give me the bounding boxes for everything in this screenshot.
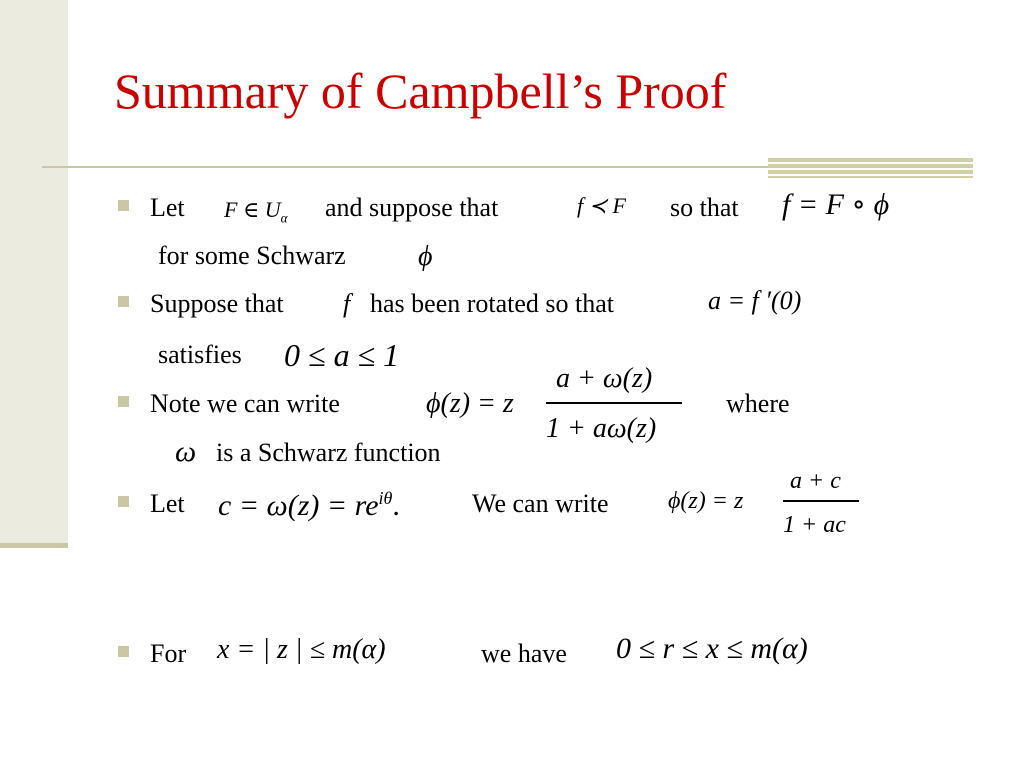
text-let: Let — [150, 193, 185, 222]
text-note: Note we can write — [150, 389, 340, 418]
sidebar-edge — [0, 543, 68, 548]
math-phi-lhs-2: ϕ(z) = z — [668, 488, 744, 514]
text-for-some-schwarz: for some Schwarz — [158, 241, 346, 270]
fraction-bar — [783, 500, 859, 502]
text-for: For — [150, 639, 187, 668]
text-suppose: Suppose that — [150, 289, 284, 318]
sidebar-panel — [0, 0, 68, 548]
slide-title: Summary of Campbell’s Proof — [114, 63, 727, 119]
text-where: where — [726, 389, 790, 418]
math-c-def: $c = \omega(z) = re^{i\theta}$. — [218, 488, 400, 522]
math-a-def: a = f ′(0) — [708, 286, 802, 315]
math-denominator-2: 1 + ac — [783, 512, 846, 538]
bullet-marker — [118, 646, 129, 657]
bullet-marker — [118, 200, 129, 211]
bullet-marker — [118, 396, 129, 407]
text-and-suppose: and suppose that — [325, 193, 499, 222]
text-schwarz-function: is a Schwarz function — [216, 438, 441, 467]
math-phi-lhs: ϕ(z) = z — [426, 388, 514, 419]
text-let-2: Let — [150, 489, 185, 518]
text-satisfies: satisfies — [158, 340, 242, 369]
math-omega: ω — [175, 435, 197, 468]
text-we-can-write: We can write — [472, 489, 609, 518]
title-rule-accent — [768, 158, 973, 178]
math-subordination: f ≺ F — [577, 193, 626, 218]
math-phi: ϕ — [418, 241, 433, 272]
bullet-marker — [118, 496, 129, 507]
math-numerator: a + ω(z) — [556, 363, 653, 394]
math-inequality: 0 ≤ r ≤ x ≤ m(α) — [616, 632, 808, 665]
text-rotated: has been rotated so that — [370, 289, 615, 318]
math-f-in-u: F ∈ $U_\alpha$ — [224, 197, 288, 226]
math-range: 0 ≤ a ≤ 1 — [284, 337, 400, 373]
bullet-marker — [118, 296, 129, 307]
math-x-def: x = | z | ≤ m(α) — [217, 634, 386, 665]
text-so-that: so that — [670, 193, 739, 222]
math-composition: f = F ∘ ϕ — [782, 188, 890, 221]
text-we-have: we have — [481, 639, 567, 668]
fraction-bar — [546, 402, 682, 404]
math-f: f — [343, 289, 351, 318]
math-numerator-2: a + c — [790, 468, 841, 494]
math-denominator: 1 + aω(z) — [546, 413, 657, 444]
